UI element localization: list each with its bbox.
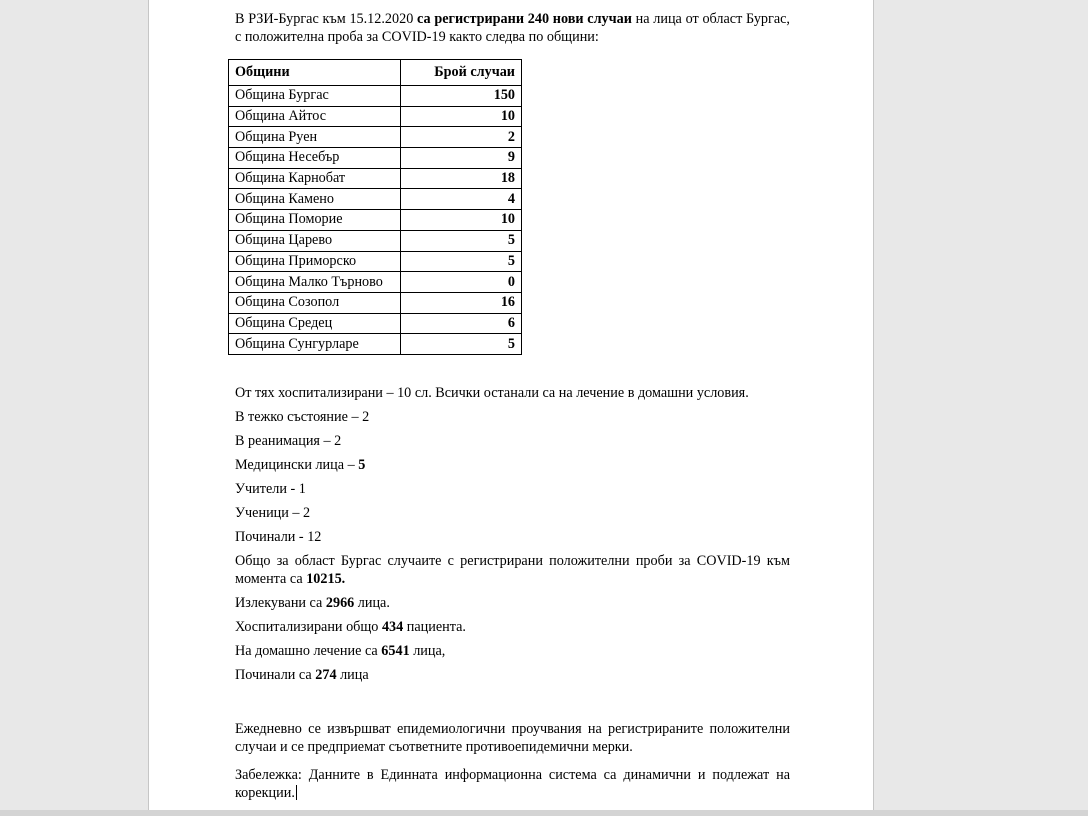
recovered-label: Излекувани са [235,594,326,611]
daily-investigations-paragraph: Ежедневно се извършват епидемиологични проучвания на регистрираните положителни случаи и се предприемат съответните противоепидемични мерки. [235,720,790,755]
case-count-cell: 6 [401,313,522,334]
municipality-cell: Община Малко Търново [229,272,401,293]
horizontal-scrollbar[interactable] [0,810,1088,816]
home-treatment-line [235,642,790,660]
deceased-total-label: Починали са [235,666,316,683]
deceased-total-suffix: лица [336,666,369,683]
deceased-total-value: 274 [315,666,337,683]
case-count-cell: 9 [401,148,522,169]
table-row [229,189,522,210]
case-count-cell: 18 [401,168,522,189]
table-row [229,272,522,293]
intro-paragraph [235,10,790,46]
statistics-section [235,384,790,684]
hospitalized-line: От тях хоспитализирани – 10 сл. Всички останали са на лечение в домашни условия. [235,384,749,401]
medical-staff-line [235,456,790,474]
municipality-cell: Община Несебър [229,148,401,169]
case-count-cell: 0 [401,272,522,293]
case-count-cell: 5 [401,251,522,272]
case-count-cell: 10 [401,210,522,231]
hosp-total-value: 434 [381,618,404,635]
deceased-line: Починали - 12 [235,528,322,545]
note-paragraph [235,766,790,802]
intro-text-end: на лица от област Бургас, с положителна проба за COVID-19 както следва по общини: [235,11,790,45]
home-label: На домашно лечение са [235,642,382,659]
table-header-row [229,60,522,86]
case-count-cell: 10 [401,106,522,127]
intro-text-start: В РЗИ-Бургас към 15.12.2020 [235,11,418,27]
document-page [148,0,874,816]
medical-value: 5 [358,456,366,473]
table-row [229,210,522,231]
document-body[interactable] [235,10,790,802]
severe-line: В тежко състояние – 2 [235,408,370,425]
table-row [229,230,522,251]
municipality-cases-table [228,59,522,355]
municipality-cell: Община Карнобат [229,168,401,189]
municipality-cell: Община Поморие [229,210,401,231]
case-count-cell: 5 [401,334,522,355]
teachers-line: Учители - 1 [235,480,306,497]
case-count-cell: 16 [401,292,522,313]
table-row [229,292,522,313]
table-row [229,251,522,272]
medical-label: Медицински лица – [235,456,359,473]
deceased-total-line [235,666,790,684]
case-count-cell: 4 [401,189,522,210]
table-row [229,86,522,107]
total-label: Общо за област Бургас случаите с регистрирани положителни проби за COVID-19 към момента са [235,552,790,587]
case-count-cell: 5 [401,230,522,251]
table-row [229,106,522,127]
total-cases-line [235,552,790,588]
intro-new-cases: са регистрирани 240 нови случаи [417,11,632,27]
note-text: Забележка: Данните в Единната информационна система са динамични и подлежат на корекции. [235,766,790,801]
case-count-cell: 150 [401,86,522,107]
home-value: 6541 [381,642,410,659]
recovered-value: 2966 [325,594,355,611]
recovered-suffix: лица. [354,594,390,611]
table-row [229,148,522,169]
municipality-cell: Община Созопол [229,292,401,313]
text-cursor [296,785,297,800]
hosp-total-suffix: пациента. [403,618,466,635]
icu-line: В реанимация – 2 [235,432,342,449]
municipality-cell: Община Камено [229,189,401,210]
municipality-cell: Община Руен [229,127,401,148]
students-line: Ученици – 2 [235,504,311,521]
recovered-line [235,594,790,612]
header-count: Брой случаи [401,60,522,86]
case-count-cell: 2 [401,127,522,148]
hospitalized-total-line [235,618,790,636]
municipality-cell: Община Царево [229,230,401,251]
table-row [229,127,522,148]
header-municipality: Общини [229,60,401,86]
table-row [229,313,522,334]
paragraph-gap [235,690,790,720]
municipality-cell: Община Бургас [229,86,401,107]
home-suffix: лица, [409,642,446,659]
municipality-cell: Община Сунгурларе [229,334,401,355]
municipality-cell: Община Приморско [229,251,401,272]
total-value: 10215. [306,570,346,587]
municipality-cell: Община Айтос [229,106,401,127]
hosp-total-label: Хоспитализирани общо [235,618,382,635]
table-row [229,168,522,189]
municipality-cell: Община Средец [229,313,401,334]
table-row [229,334,522,355]
